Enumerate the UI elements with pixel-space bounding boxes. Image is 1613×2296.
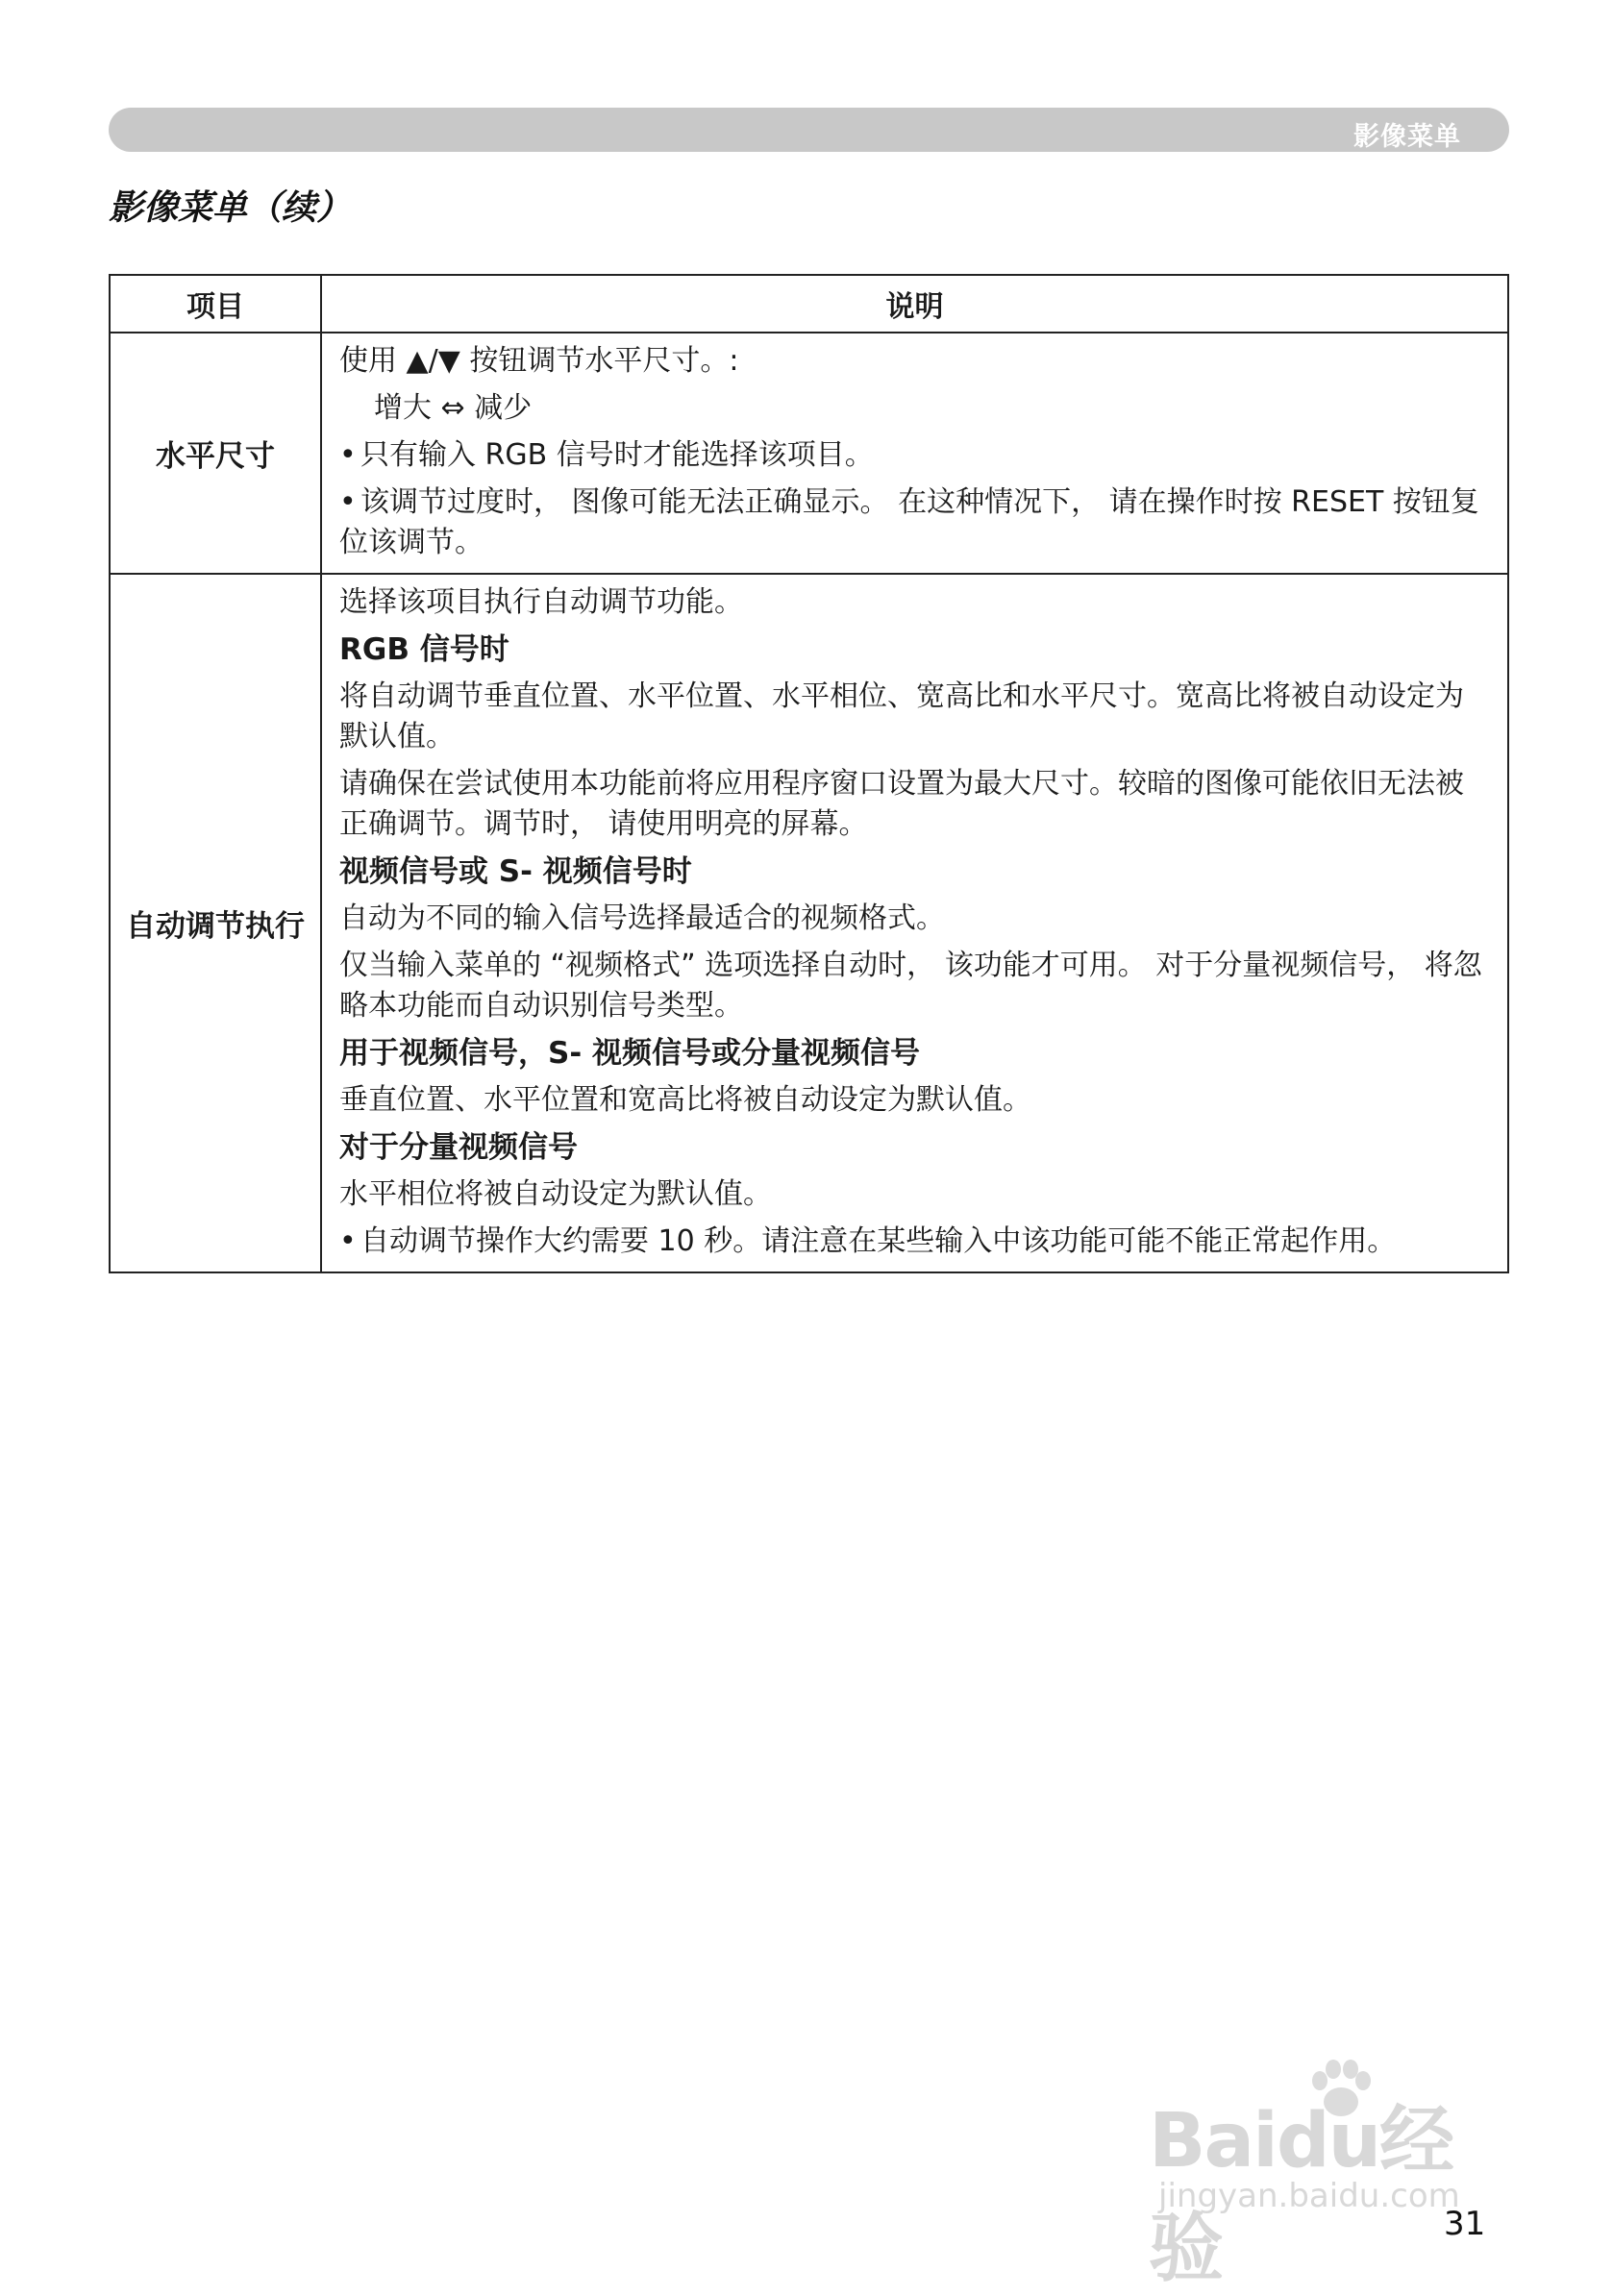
column-header-description: 说明 — [321, 275, 1508, 333]
section-header-bar — [109, 108, 1509, 152]
table-row — [110, 333, 1508, 574]
table-row — [110, 574, 1508, 1272]
desc-subheading: 用于视频信号，S- 视频信号或分量视频信号 — [339, 1036, 920, 1071]
desc-line-indent: 增大 ⇔ 减少 — [374, 391, 533, 425]
desc-line: 请确保在尝试使用本功能前将应用程序窗口设置为最大尺寸。较暗的图像可能依旧无法被正确调节。调节时， 请使用明亮的屏幕。 — [339, 767, 1464, 841]
desc-line: 仅当输入菜单的 “视频格式” 选项选择自动时， 该功能才可用。 对于分量视频信号， 将忽略本功能而自动识别信号类型。 — [339, 949, 1482, 1023]
page-title: 影像菜单（续） — [109, 188, 352, 228]
desc-bullet: • 只有输入 RGB 信号时才能选择该项目。 — [339, 435, 1492, 476]
menu-table — [109, 274, 1509, 1273]
item-description — [321, 574, 1508, 1272]
section-name: 影像菜单 — [1353, 122, 1461, 152]
desc-line: 水平相位将被自动设定为默认值。 — [339, 1177, 772, 1211]
desc-subheading: 视频信号或 S- 视频信号时 — [339, 854, 692, 889]
bullet-icon: • — [339, 485, 357, 519]
item-name: 自动调节执行 — [110, 574, 321, 1272]
table-header-row — [110, 275, 1508, 333]
desc-line: 选择该项目执行自动调节功能。 — [339, 585, 743, 619]
desc-line: 使用 ▲/▼ 按钮调节水平尺寸。: — [339, 344, 739, 378]
item-description — [321, 333, 1508, 574]
desc-line: 自动为不同的输入信号选择最适合的视频格式。 — [339, 901, 945, 935]
desc-line: 将自动调节垂直位置、水平位置、水平相位、宽高比和水平尺寸。宽高比将被自动设定为默认值。 — [339, 679, 1464, 753]
bullet-icon: • — [339, 438, 357, 472]
watermark-logo: Baidu经验 — [1149, 2098, 1453, 2292]
desc-subheading: 对于分量视频信号 — [339, 1130, 578, 1165]
desc-bullet: • 自动调节操作大约需要 10 秒。请注意在某些输入中该功能可能不能正常起作用。 — [339, 1222, 1492, 1262]
desc-line: 垂直位置、水平位置和宽高比将被自动设定为默认值。 — [339, 1083, 1031, 1117]
desc-subheading: RGB 信号时 — [339, 632, 509, 667]
column-header-item: 项目 — [110, 275, 321, 333]
desc-bullet: • 该调节过度时， 图像可能无法正确显示。 在这种情况下， 请在操作时按 RESET 按钮复位该调节。 — [339, 482, 1492, 563]
bullet-icon: • — [339, 1224, 357, 1258]
page-number: 31 — [1444, 2205, 1486, 2243]
watermark-url: jingyan.baidu.com — [1158, 2177, 1460, 2215]
item-name: 水平尺寸 — [110, 333, 321, 574]
